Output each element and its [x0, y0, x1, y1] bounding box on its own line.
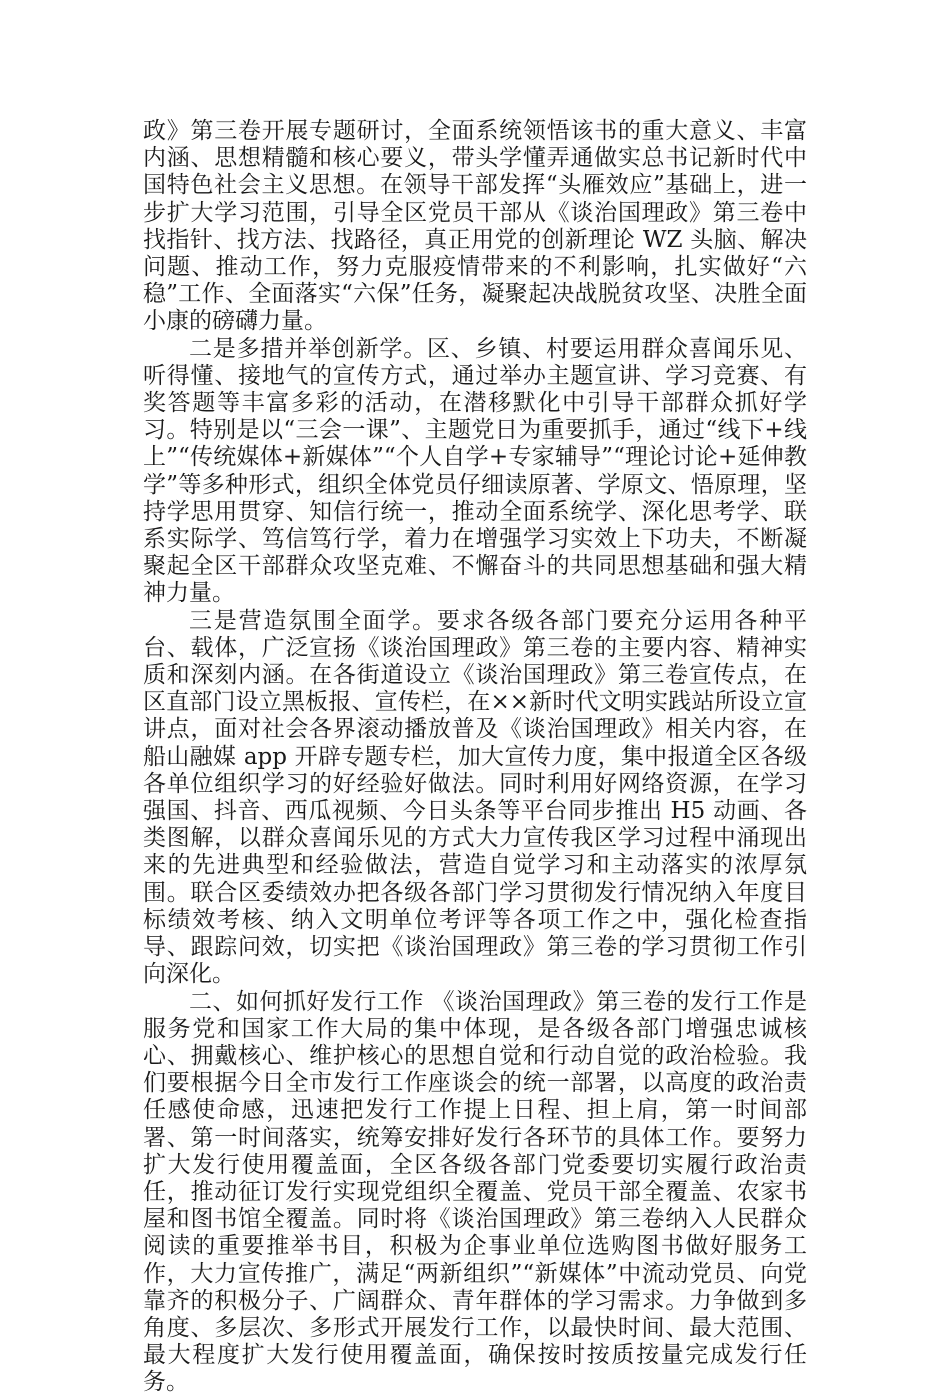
paragraph-2: 二是多措并举创新学。区、乡镇、村要运用群众喜闻乐见、听得懂、接地气的宣传方式，通过举办主题宣讲、学习竞赛、有奖答题等丰富多彩的活动，在潜移默化中引导干部群众抓好学习。特别是以“三会一课”、主题党日为重要抓手，通过“线下+线上”“传统媒体+新媒体”“个人自学+专家辅导”“理论讨论+延伸教学”等多种形式，组织全体党员仔细读原著、学原文、悟原理，坚持学思用贯穿、知信行统一，推动全面系统学、深化思考学、联系实际学、笃信笃行学，着力在增强学习实效上下功夫，不断凝聚起全区干部群众攻坚克难、不懈奋斗的共同思想基础和强大精神力量。 — [143, 335, 807, 607]
document-body — [143, 118, 807, 1397]
paragraph-4: 二、如何抓好发行工作 《谈治国理政》第三卷的发行工作是服务党和国家工作大局的集中体现，是各级各部门增强忠诚核心、拥戴核心、维护核心的思想自觉和行动自觉的政治检验。我们要根据今日全市发行工作座谈会的统一部署，以高度的政治责任感使命感，迅速把发行工作提上日程、担上肩，第一时间部署、第一时间落实，统筹安排好发行各环节的具体工作。要努力扩大发行使用覆盖面，全区各级各部门党委要切实履行政治责任，推动征订发行实现党组织全覆盖、党员干部全覆盖、农家书屋和图书馆全覆盖。同时将《谈治国理政》第三卷纳入人民群众阅读的重要推举书目，积极为企事业单位选购图书做好服务工作，大力宣传推广，满足“两新组织”“新媒体”中流动党员、向党靠齐的积极分子、广阔群众、青年群体的学习需求。力争做到多角度、多层次、多形式开展发行工作，以最快时间、最大范围、最大程度扩大发行使用覆盖面，确保按时按质按量完成发行任务。 — [143, 988, 807, 1396]
paragraph-3: 三是营造氛围全面学。要求各级各部门要充分运用各种平台、载体，广泛宣扬《谈治国理政》第三卷的主要内容、精神实质和深刻内涵。在各街道设立《谈治国理政》第三卷宣传点，在区直部门设立黑板报、宣传栏，在××新时代文明实践站所设立宣讲点，面对社会各界滚动播放普及《谈治国理政》相关内容，在船山融媒 app 开辟专题专栏，加大宣传力度，集中报道全区各级各单位组织学习的好经验好做法。同时利用好网络资源，在学习强国、抖音、西瓜视频、今日头条等平台同步推出 H5 动画、各类图解，以群众喜闻乐见的方式大力宣传我区学习过程中涌现出来的先进典型和经验做法，营造自觉学习和主动落实的浓厚氛围。联合区委绩效办把各级各部门学习贯彻发行情况纳入年度目标绩效考核、纳入文明单位考评等各项工作之中，强化检查指导、跟踪问效，切实把《谈治国理政》第三卷的学习贯彻工作引向深化。 — [143, 607, 807, 988]
paragraph-1: 政》第三卷开展专题研讨，全面系统领悟该书的重大意义、丰富内涵、思想精髓和核心要义，带头学懂弄通做实总书记新时代中国特色社会主义思想。在领导干部发挥“头雁效应”基础上，进一步扩大学习范围，引导全区党员干部从《谈治国理政》第三卷中找指针、找方法、找路径，真正用党的创新理论 WZ 头脑、解决问题、推动工作，努力克服疫情带来的不利影响，扎实做好“六稳”工作、全面落实“六保”任务，凝聚起决战脱贫攻坚、决胜全面小康的磅礴力量。 — [143, 118, 807, 335]
